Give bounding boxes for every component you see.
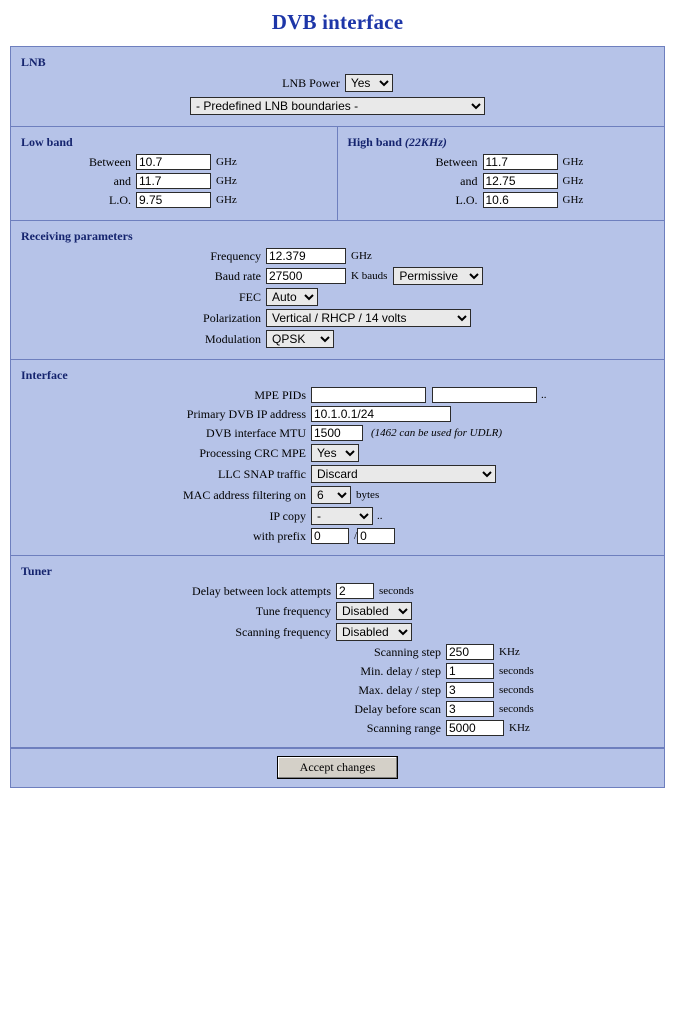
frequency-label: Frequency <box>210 248 261 263</box>
low-band-lo-label: L.O. <box>109 192 131 207</box>
delay-before-scan-row <box>11 701 664 717</box>
delay-before-scan-unit: seconds <box>499 703 534 715</box>
mtu-note: (1462 can be used for UDLR) <box>371 427 503 439</box>
bands-container <box>11 127 664 221</box>
ip-copy-prefix-input-1[interactable] <box>311 528 349 544</box>
min-delay-unit: seconds <box>499 665 534 677</box>
baud-rate-label: Baud rate <box>214 268 261 283</box>
low-band-between-label: Between <box>89 154 131 169</box>
min-delay-input[interactable] <box>446 663 494 679</box>
frequency-input[interactable] <box>266 248 346 264</box>
high-band-title-text: High band <box>347 135 402 149</box>
ip-copy-row <box>11 507 664 525</box>
baud-rate-mode-select[interactable] <box>393 267 483 285</box>
high-band-between-row <box>338 154 665 170</box>
modulation-row <box>11 330 664 348</box>
section-title-tuner: Tuner <box>21 564 52 578</box>
tune-frequency-label: Tune frequency <box>255 603 331 618</box>
section-title-high-band <box>348 135 665 150</box>
section-title-interface: Interface <box>21 368 68 382</box>
ip-copy-prefix-label: with prefix <box>253 528 306 543</box>
section-title-receiving: Receiving parameters <box>21 229 133 243</box>
high-band-lo-unit: GHz <box>562 194 584 206</box>
high-band-between-unit: GHz <box>562 156 584 168</box>
max-delay-input[interactable] <box>446 682 494 698</box>
scanning-frequency-select[interactable] <box>336 623 412 641</box>
ip-copy-prefix-row <box>11 528 664 544</box>
delay-lock-input[interactable] <box>336 583 374 599</box>
section-title-lnb: LNB <box>21 55 46 69</box>
frequency-unit: GHz <box>351 250 372 262</box>
scanning-range-unit: KHz <box>509 722 530 734</box>
section-title-low-band: Low band <box>21 135 73 149</box>
mac-filtering-select[interactable] <box>311 486 351 504</box>
llc-snap-select[interactable] <box>311 465 496 483</box>
modulation-label: Modulation <box>205 331 261 346</box>
section-low-band <box>11 127 338 220</box>
dvb-interface-form <box>10 46 665 788</box>
delay-lock-unit: seconds <box>379 585 414 597</box>
low-band-and-row <box>11 173 337 189</box>
ip-copy-prefix-separator: / <box>354 530 358 542</box>
modulation-select[interactable] <box>266 330 334 348</box>
crc-mpe-label: Processing CRC MPE <box>199 445 306 460</box>
mpe-pids-row <box>11 387 664 403</box>
baud-rate-input[interactable] <box>266 268 346 284</box>
tune-frequency-select[interactable] <box>336 602 412 620</box>
low-band-between-unit: GHz <box>216 156 237 168</box>
low-band-between-row <box>11 154 337 170</box>
mtu-input[interactable] <box>311 425 363 441</box>
section-receiving-parameters <box>11 221 664 360</box>
max-delay-label: Max. delay / step <box>358 682 441 697</box>
fec-row <box>11 288 664 306</box>
section-high-band <box>338 127 665 220</box>
accept-bar <box>11 748 664 787</box>
scanning-frequency-row <box>11 623 664 641</box>
ip-copy-ellipsis: .. <box>377 510 383 522</box>
high-band-title-note: (22KHz) <box>404 135 447 149</box>
scanning-range-row <box>11 720 664 736</box>
high-band-and-label: and <box>460 173 478 188</box>
scanning-frequency-label: Scanning frequency <box>235 624 331 639</box>
accept-changes-button[interactable]: Accept changes <box>277 756 399 779</box>
ip-copy-label: IP copy <box>269 508 306 523</box>
mpe-pid-input-2[interactable] <box>432 387 537 403</box>
delay-lock-row <box>11 583 664 599</box>
baud-rate-row <box>11 267 664 285</box>
high-band-and-unit: GHz <box>562 175 584 187</box>
mac-filtering-unit: bytes <box>356 489 380 501</box>
mtu-label: DVB interface MTU <box>206 425 306 440</box>
ip-copy-prefix-input-2[interactable] <box>357 528 395 544</box>
baud-rate-unit: K bauds <box>351 270 388 282</box>
scanning-step-input[interactable] <box>446 644 494 660</box>
max-delay-unit: seconds <box>499 684 534 696</box>
fec-select[interactable] <box>266 288 318 306</box>
mac-filtering-row <box>11 486 664 504</box>
delay-before-scan-label: Delay before scan <box>354 701 441 716</box>
lnb-power-select[interactable] <box>345 74 393 92</box>
min-delay-row <box>11 663 664 679</box>
scanning-step-unit: KHz <box>499 646 520 658</box>
scanning-step-row <box>11 644 664 660</box>
lnb-predefined-row <box>11 97 664 115</box>
high-band-and-row <box>338 173 665 189</box>
section-lnb <box>11 47 664 127</box>
low-band-between-input[interactable] <box>136 154 211 170</box>
mac-filtering-label: MAC address filtering on <box>183 487 306 502</box>
polarization-select[interactable] <box>266 309 471 327</box>
tune-frequency-row <box>11 602 664 620</box>
low-band-lo-row <box>11 192 337 208</box>
primary-ip-input[interactable] <box>311 406 451 422</box>
mpe-pids-label: MPE PIDs <box>254 387 306 402</box>
low-band-lo-input[interactable] <box>136 192 211 208</box>
lnb-power-label: LNB Power <box>282 75 340 90</box>
polarization-label: Polarization <box>203 310 261 325</box>
primary-ip-row <box>11 406 664 422</box>
crc-mpe-select[interactable] <box>311 444 359 462</box>
low-band-and-label: and <box>113 173 131 188</box>
scanning-range-label: Scanning range <box>366 720 441 735</box>
mtu-row <box>11 425 664 441</box>
primary-ip-label: Primary DVB IP address <box>186 406 306 421</box>
high-band-lo-row <box>338 192 665 208</box>
mpe-pid-input-1[interactable] <box>311 387 426 403</box>
section-tuner <box>11 556 664 748</box>
high-band-between-input[interactable] <box>483 154 558 170</box>
frequency-row <box>11 248 664 264</box>
low-band-and-input[interactable] <box>136 173 211 189</box>
mpe-pids-ellipsis: .. <box>541 389 547 401</box>
fec-label: FEC <box>238 289 261 304</box>
delay-lock-label: Delay between lock attempts <box>192 583 331 598</box>
lnb-predefined-boundaries-select[interactable] <box>190 97 485 115</box>
scanning-range-input[interactable] <box>446 720 504 736</box>
ip-copy-select[interactable] <box>311 507 373 525</box>
high-band-lo-input[interactable] <box>483 192 558 208</box>
low-band-and-unit: GHz <box>216 175 237 187</box>
high-band-and-input[interactable] <box>483 173 558 189</box>
llc-snap-row <box>11 465 664 483</box>
llc-snap-label: LLC SNAP traffic <box>218 466 306 481</box>
max-delay-row <box>11 682 664 698</box>
polarization-row <box>11 309 664 327</box>
low-band-lo-unit: GHz <box>216 194 237 206</box>
high-band-lo-label: L.O. <box>455 192 478 207</box>
page-title: DVB interface <box>271 10 404 34</box>
section-interface <box>11 360 664 556</box>
lnb-power-row <box>11 74 664 92</box>
high-band-between-label: Between <box>435 154 478 169</box>
delay-before-scan-input[interactable] <box>446 701 494 717</box>
scanning-step-label: Scanning step <box>374 644 441 659</box>
crc-mpe-row <box>11 444 664 462</box>
min-delay-label: Min. delay / step <box>360 663 441 678</box>
